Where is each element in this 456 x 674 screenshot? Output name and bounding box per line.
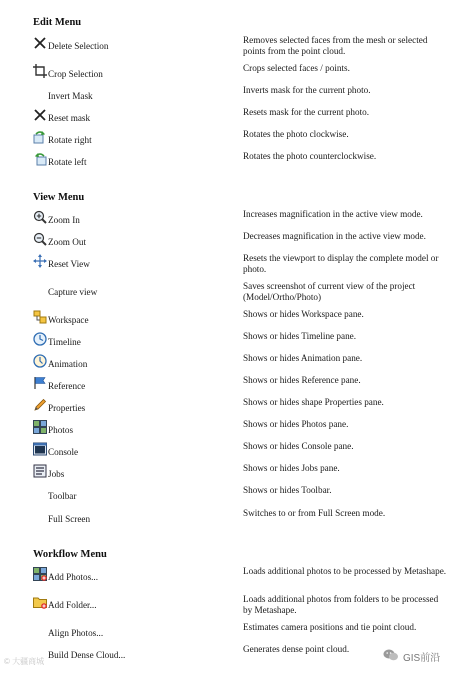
item-label: Zoom Out [48, 237, 87, 247]
item-desc: Shows or hides shape Properties pane. [243, 397, 384, 407]
section-title-workflow: Workflow Menu [33, 549, 107, 560]
add-folder-icon [33, 595, 47, 609]
crop-icon [33, 64, 47, 78]
item-label: Rotate left [48, 157, 87, 167]
item-desc: Loads additional photos from folders to be processed by Metashape. [243, 594, 439, 616]
item-label: Properties [48, 403, 86, 413]
menu-item-reset-view [0, 254, 456, 278]
item-label: Console [48, 447, 79, 457]
pencil-icon [33, 398, 47, 412]
cross-icon [33, 108, 47, 122]
item-desc: Rotates the photo counterclockwise. [243, 151, 377, 161]
item-desc: Removes selected faces from the mesh or selected points from the point cloud. [243, 35, 428, 57]
item-label: Capture view [48, 287, 98, 297]
item-desc: Loads additional photos to be processed by Metashape. [243, 566, 447, 576]
item-label: Toolbar [48, 491, 77, 501]
menu-item-add-folder [0, 595, 456, 619]
item-desc: Estimates camera positions and tie point cloud. [243, 622, 417, 632]
brand-text: GIS前沿 [403, 652, 441, 664]
item-desc: Shows or hides Workspace pane. [243, 309, 364, 319]
item-desc: Shows or hides Reference pane. [243, 375, 361, 385]
menu-item-full-screen [0, 509, 456, 533]
menu-item-delete-selection [0, 36, 456, 60]
jobs-icon [33, 464, 47, 478]
item-desc: Shows or hides Jobs pane. [243, 463, 340, 473]
cross-icon [33, 36, 47, 50]
item-label: Add Folder... [48, 600, 97, 610]
item-desc: Shows or hides Photos pane. [243, 419, 349, 429]
rotate-left-icon [33, 152, 47, 166]
item-label: Zoom In [48, 215, 80, 225]
watermark: © 大疆商城 [4, 657, 45, 666]
wechat-icon [383, 648, 399, 665]
item-label: Rotate right [48, 135, 92, 145]
item-desc: Generates dense point cloud. [243, 644, 350, 654]
item-label: Add Photos... [48, 572, 99, 582]
item-desc: Shows or hides Console pane. [243, 441, 354, 451]
rotate-right-icon [33, 130, 47, 144]
timeline-icon [33, 332, 47, 346]
section-title-view: View Menu [33, 192, 85, 203]
zoom-out-icon [33, 232, 47, 246]
photos-icon [33, 420, 47, 434]
console-icon [33, 442, 47, 456]
workspace-icon [33, 310, 47, 324]
menu-item-add-photos [0, 567, 456, 591]
item-desc: Shows or hides Toolbar. [243, 485, 332, 495]
item-label: Timeline [48, 337, 81, 347]
reset-view-icon [33, 254, 47, 268]
item-label: Crop Selection [48, 69, 103, 79]
item-label: Reset View [48, 259, 90, 269]
item-label: Reference [48, 381, 86, 391]
item-desc: Increases magnification in the active view mode. [243, 209, 423, 219]
zoom-in-icon [33, 210, 47, 224]
item-label: Align Photos... [48, 628, 104, 638]
add-photos-icon [33, 567, 47, 581]
item-label: Reset mask [48, 113, 91, 123]
item-desc: Switches to or from Full Screen mode. [243, 508, 386, 518]
item-desc: Resets mask for the current photo. [243, 107, 370, 117]
animation-icon [33, 354, 47, 368]
item-label: Jobs [48, 469, 65, 479]
item-label: Full Screen [48, 514, 91, 524]
item-desc: Shows or hides Animation pane. [243, 353, 363, 363]
item-desc: Decreases magnification in the active view mode. [243, 231, 426, 241]
item-desc: Rotates the photo clockwise. [243, 129, 349, 139]
item-label: Invert Mask [48, 91, 93, 101]
menu-item-capture-view [0, 282, 456, 306]
menu-item-toolbar [0, 486, 456, 510]
reference-icon [33, 376, 47, 390]
menu-item-rotate-left [0, 152, 456, 176]
item-desc: Crops selected faces / points. [243, 63, 350, 73]
item-label: Photos [48, 425, 74, 435]
section-title-edit: Edit Menu [33, 17, 82, 28]
item-label: Animation [48, 359, 88, 369]
item-desc: Saves screenshot of current view of the project (Model/Ortho/Photo) [243, 281, 416, 303]
item-desc: Inverts mask for the current photo. [243, 85, 371, 95]
item-desc: Resets the viewport to display the complete model or photo. [243, 253, 439, 275]
item-label: Build Dense Cloud... [48, 650, 126, 660]
item-label: Delete Selection [48, 41, 109, 51]
brand-badge [383, 648, 440, 664]
item-desc: Shows or hides Timeline pane. [243, 331, 357, 341]
item-label: Workspace [48, 315, 89, 325]
